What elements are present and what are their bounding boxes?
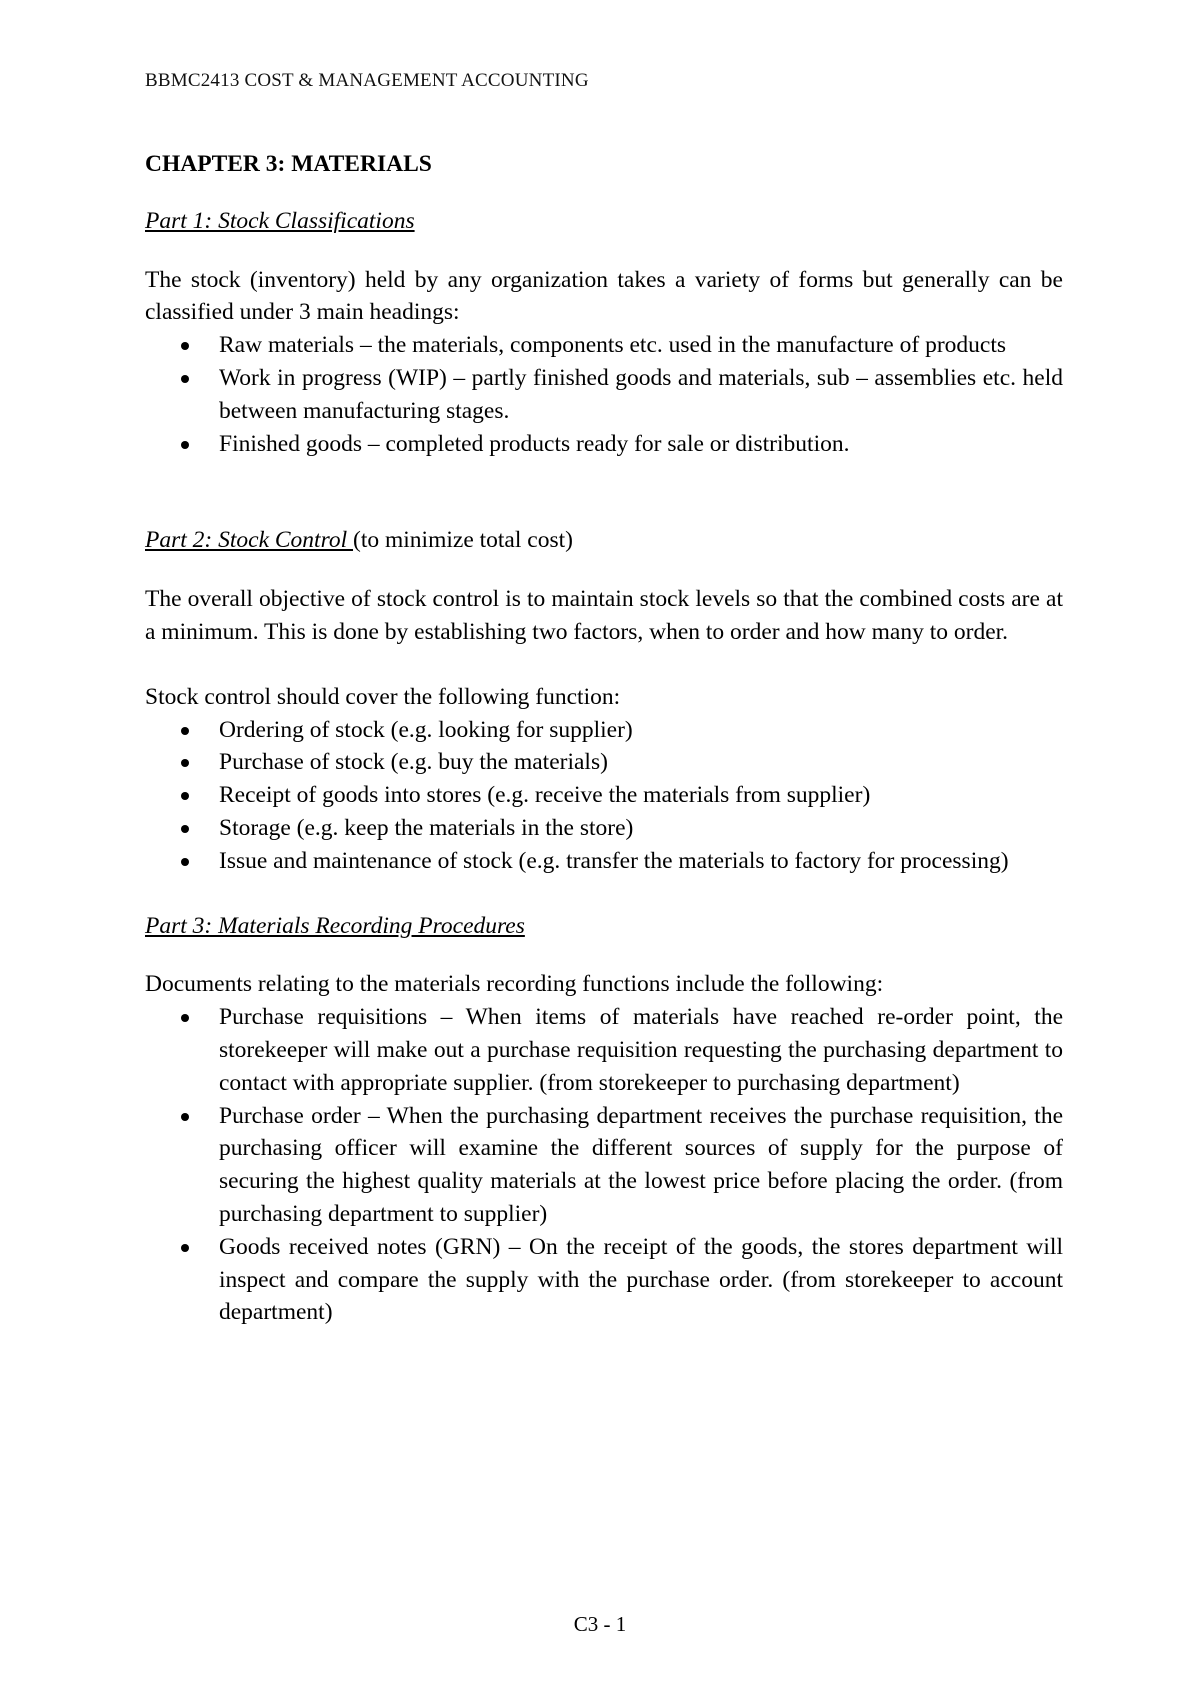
list-item — [145, 746, 1063, 779]
list-item — [145, 428, 1063, 461]
bullet-icon — [181, 727, 189, 735]
list-item-text: Issue and maintenance of stock (e.g. transfer the materials to factory for processing) — [219, 847, 1009, 874]
chapter-title: CHAPTER 3: MATERIALS — [145, 151, 432, 177]
part3-list — [145, 1001, 1063, 1329]
paragraph-spacer — [145, 649, 1063, 681]
bullet-icon — [181, 825, 189, 833]
list-item — [145, 1001, 1063, 1099]
bullet-icon — [181, 375, 189, 383]
list-item-text: Purchase of stock (e.g. buy the materials) — [219, 749, 608, 776]
bullet-icon — [181, 759, 189, 767]
part1-intro: The stock (inventory) held by any organization takes a variety of forms but generally can be classified under 3 main headings: — [145, 266, 1063, 326]
bullet-icon — [181, 342, 189, 350]
section-spacer — [145, 878, 1063, 910]
list-item-text: Raw materials – the materials, components etc. used in the manufacture of products — [219, 332, 1006, 359]
part2-functions-intro: Stock control should cover the following function: — [145, 683, 621, 710]
section-spacer — [145, 460, 1063, 524]
list-item — [145, 1100, 1063, 1231]
list-item-text: Purchase order – When the purchasing department receives the purchase requisition, the purchasing officer will examine the different sources of supply for the purpose of securing the highest quality materials at the lowest price before placing the order. (from purchasing department to supplier) — [219, 1102, 1063, 1227]
running-header: BBMC2413 COST & MANAGEMENT ACCOUNTING — [145, 70, 589, 91]
part2-intro: The overall objective of stock control is to maintain stock levels so that the combined costs are at a minimum. This is done by establishing two factors, when to order and how many to order. — [145, 586, 1063, 645]
bullet-icon — [181, 1113, 189, 1121]
part3-intro: Documents relating to the materials recording functions include the following: — [145, 971, 884, 998]
list-item-text: Ordering of stock (e.g. looking for supplier) — [219, 716, 633, 743]
bullet-icon — [181, 792, 189, 800]
page-number: C3 - 1 — [573, 1612, 627, 1636]
list-item — [145, 1231, 1063, 1329]
page-content — [145, 148, 1063, 1329]
list-item — [145, 779, 1063, 812]
list-item-text: Receipt of goods into stores (e.g. receive the materials from supplier) — [219, 782, 871, 809]
list-item-text: Work in progress (WIP) – partly finished goods and materials, sub – assemblies etc. held between manufacturing stages. — [219, 364, 1063, 424]
part3-heading — [145, 910, 1063, 943]
list-item-text: Finished goods – completed products ready for sale or distribution. — [219, 430, 850, 457]
part1-heading-text: Part 1: Stock Classifications — [145, 207, 415, 234]
part2-heading — [145, 524, 1063, 557]
part1-heading — [145, 205, 1063, 238]
list-item-text: Goods received notes (GRN) – On the receipt of the goods, the stores department will inspect and compare the supply with the purchase order. (from storekeeper to account department) — [219, 1233, 1063, 1326]
part2-list — [145, 714, 1063, 878]
list-item — [145, 362, 1063, 428]
part1-list — [145, 329, 1063, 460]
part2-heading-text: Part 2: Stock Control — [145, 527, 354, 554]
part2-heading-suffix: (to minimize total cost) — [353, 527, 573, 554]
bullet-icon — [181, 858, 189, 866]
part3-heading-text: Part 3: Materials Recording Procedures — [145, 912, 525, 939]
list-item — [145, 329, 1063, 362]
list-item — [145, 812, 1063, 845]
bullet-icon — [181, 1014, 189, 1022]
list-item — [145, 714, 1063, 747]
bullet-icon — [181, 1244, 189, 1252]
list-item-text: Purchase requisitions – When items of materials have reached re-order point, the storekeeper will make out a purchase requisition requesting the purchasing department to contact with appropriate supplier. (from storekeeper to purchasing department) — [219, 1004, 1063, 1096]
list-item — [145, 845, 1063, 878]
bullet-icon — [181, 441, 189, 449]
list-item-text: Storage (e.g. keep the materials in the store) — [219, 814, 634, 841]
